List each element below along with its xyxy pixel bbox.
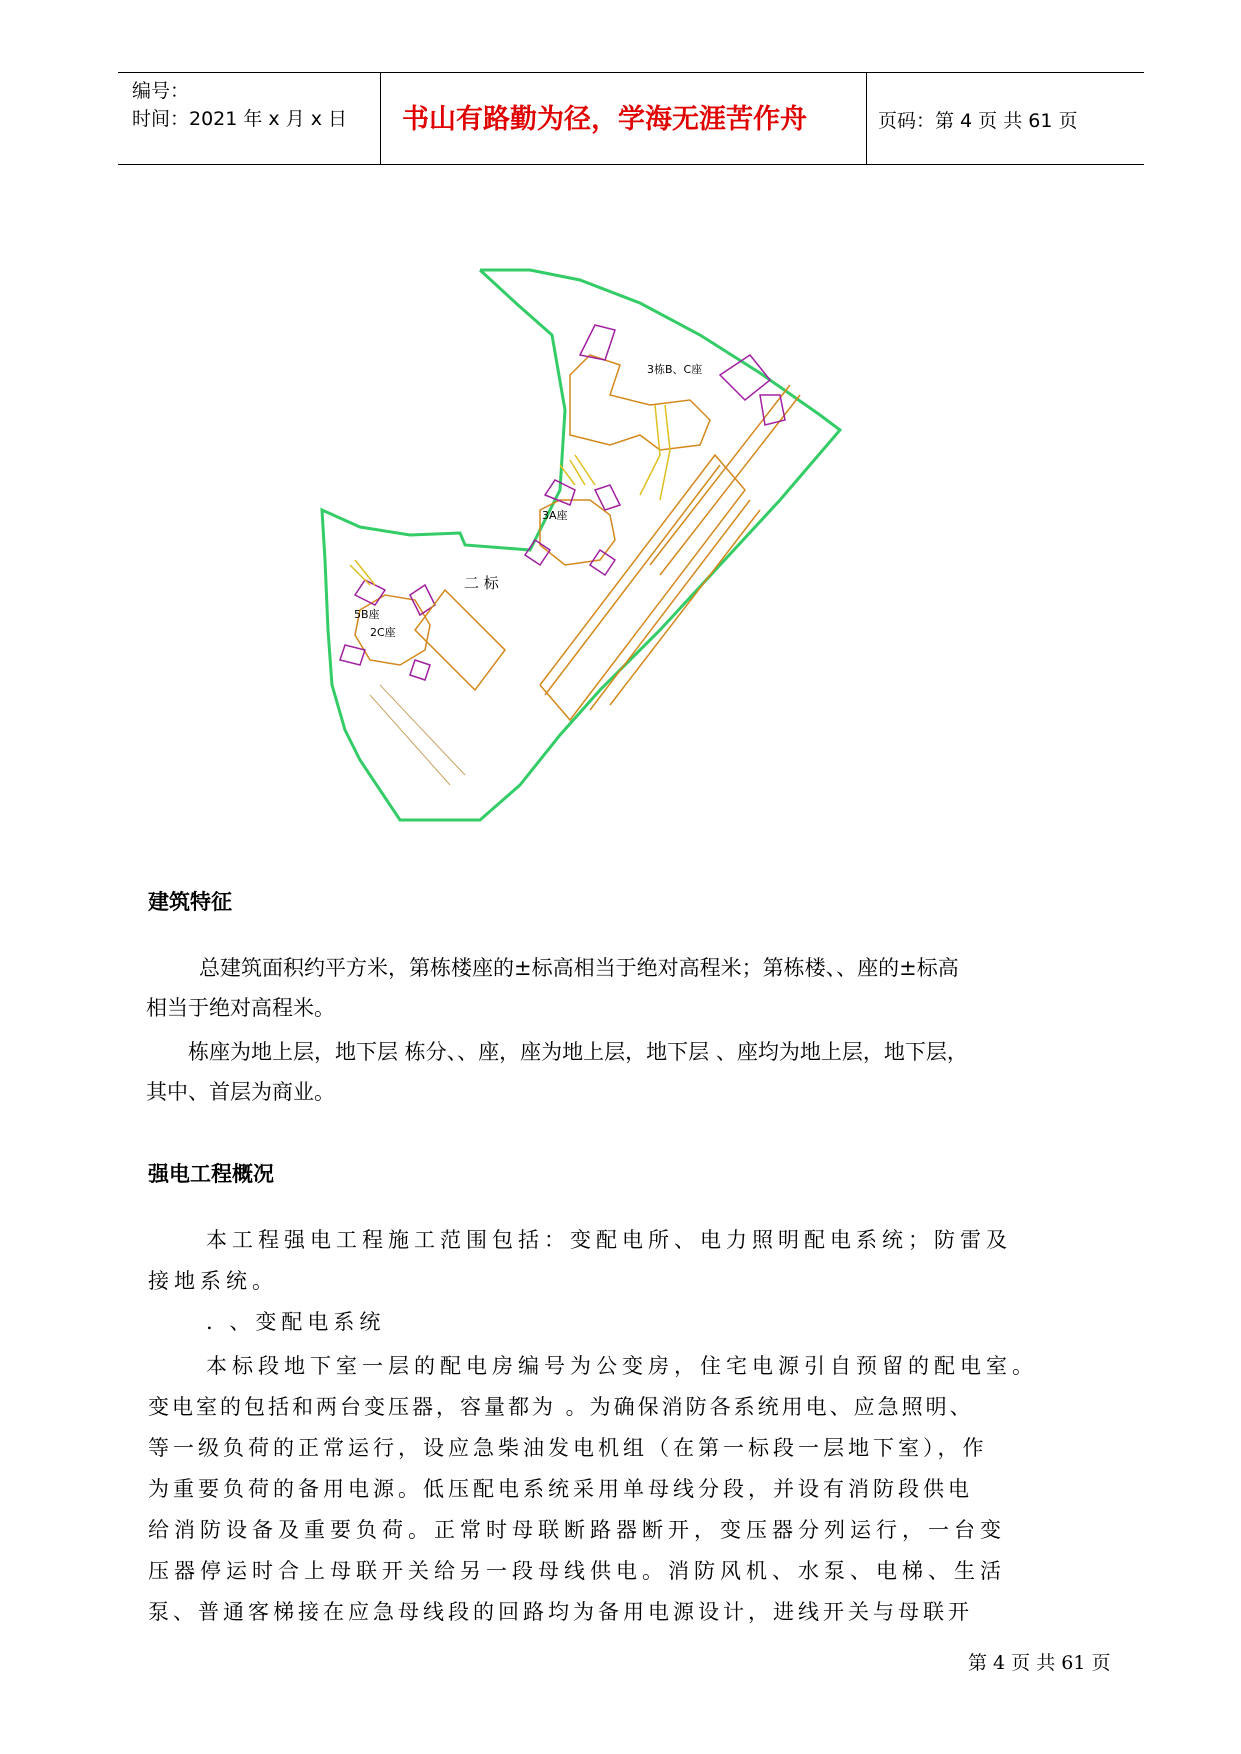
electrical-line-4: 本标段地下室一层的配电房编号为公变房，住宅电源引自预留的配电室。 <box>206 1354 1038 1378</box>
header-code-label: 编号： <box>132 80 190 102</box>
building-cluster-3a <box>525 455 620 575</box>
building-line-1: 总建筑面积约平方米，第栋楼座的±标高相当于绝对高程米；第栋楼、、座的±标高 <box>199 956 959 980</box>
electrical-line-1: 本工程强电工程施工范围包括：变配电所、电力照明配电系统；防雷及 <box>206 1228 1012 1252</box>
label-5b: 5B座 <box>354 608 380 621</box>
electrical-line-9: 压器停运时合上母联开关给另一段母线供电。消防风机、水泵、电梯、生活 <box>148 1559 1006 1583</box>
building-block-main <box>540 385 800 720</box>
header-top-rule <box>118 72 1144 73</box>
road-lines <box>370 685 465 785</box>
header-page-label: 页码：第 4 页 共 61 页 <box>878 110 1078 132</box>
building-line-4: 其中、首层为商业。 <box>146 1080 335 1104</box>
electrical-line-5: 变电室的包括和两台变压器，容量都为 。为确保消防各系统用电、应急照明、 <box>148 1395 974 1419</box>
label-biao: 二 标 <box>464 574 499 592</box>
building-cluster-3bc <box>570 325 785 500</box>
label-3bc: 3栋B、C座 <box>647 363 703 376</box>
electrical-line-3: . 、变配电系统 <box>206 1310 386 1334</box>
label-2c: 2C座 <box>370 626 396 639</box>
section-title-electrical: 强电工程概况 <box>148 1162 274 1186</box>
site-plan-drawing <box>320 265 900 825</box>
building-line-2: 相当于绝对高程米。 <box>146 996 335 1020</box>
header-motto: 书山有路勤为径，学海无涯苦作舟 <box>402 104 807 135</box>
electrical-line-7: 为重要负荷的备用电源。低压配电系统采用单母线分段，并设有消防段供电 <box>148 1477 973 1501</box>
electrical-line-10: 泵、普通客梯接在应急母线段的回路均为备用电源设计，进线开关与母联开 <box>148 1600 973 1624</box>
header-time-label: 时间：2021 年 x 月 x 日 <box>132 108 348 130</box>
footer-page-number: 第 4 页 共 61 页 <box>968 1652 1111 1674</box>
header-bottom-rule <box>118 164 1144 165</box>
header-divider-right <box>866 72 867 164</box>
header-divider-left <box>380 72 381 164</box>
section-title-building: 建筑特征 <box>148 890 232 914</box>
electrical-line-6: 等一级负荷的正常运行，设应急柴油发电机组（在第一标段一层地下室），作 <box>148 1436 988 1460</box>
label-3a: 3A座 <box>542 509 568 522</box>
building-line-3: 栋座为地上层，地下层 栋分、、座，座为地上层，地下层 、座均为地上层，地下层， <box>188 1040 968 1064</box>
electrical-line-2: 接地系统。 <box>148 1269 278 1293</box>
electrical-line-8: 给消防设备及重要负荷。正常时母联断路器断开，变压器分列运行，一台变 <box>148 1518 1006 1542</box>
